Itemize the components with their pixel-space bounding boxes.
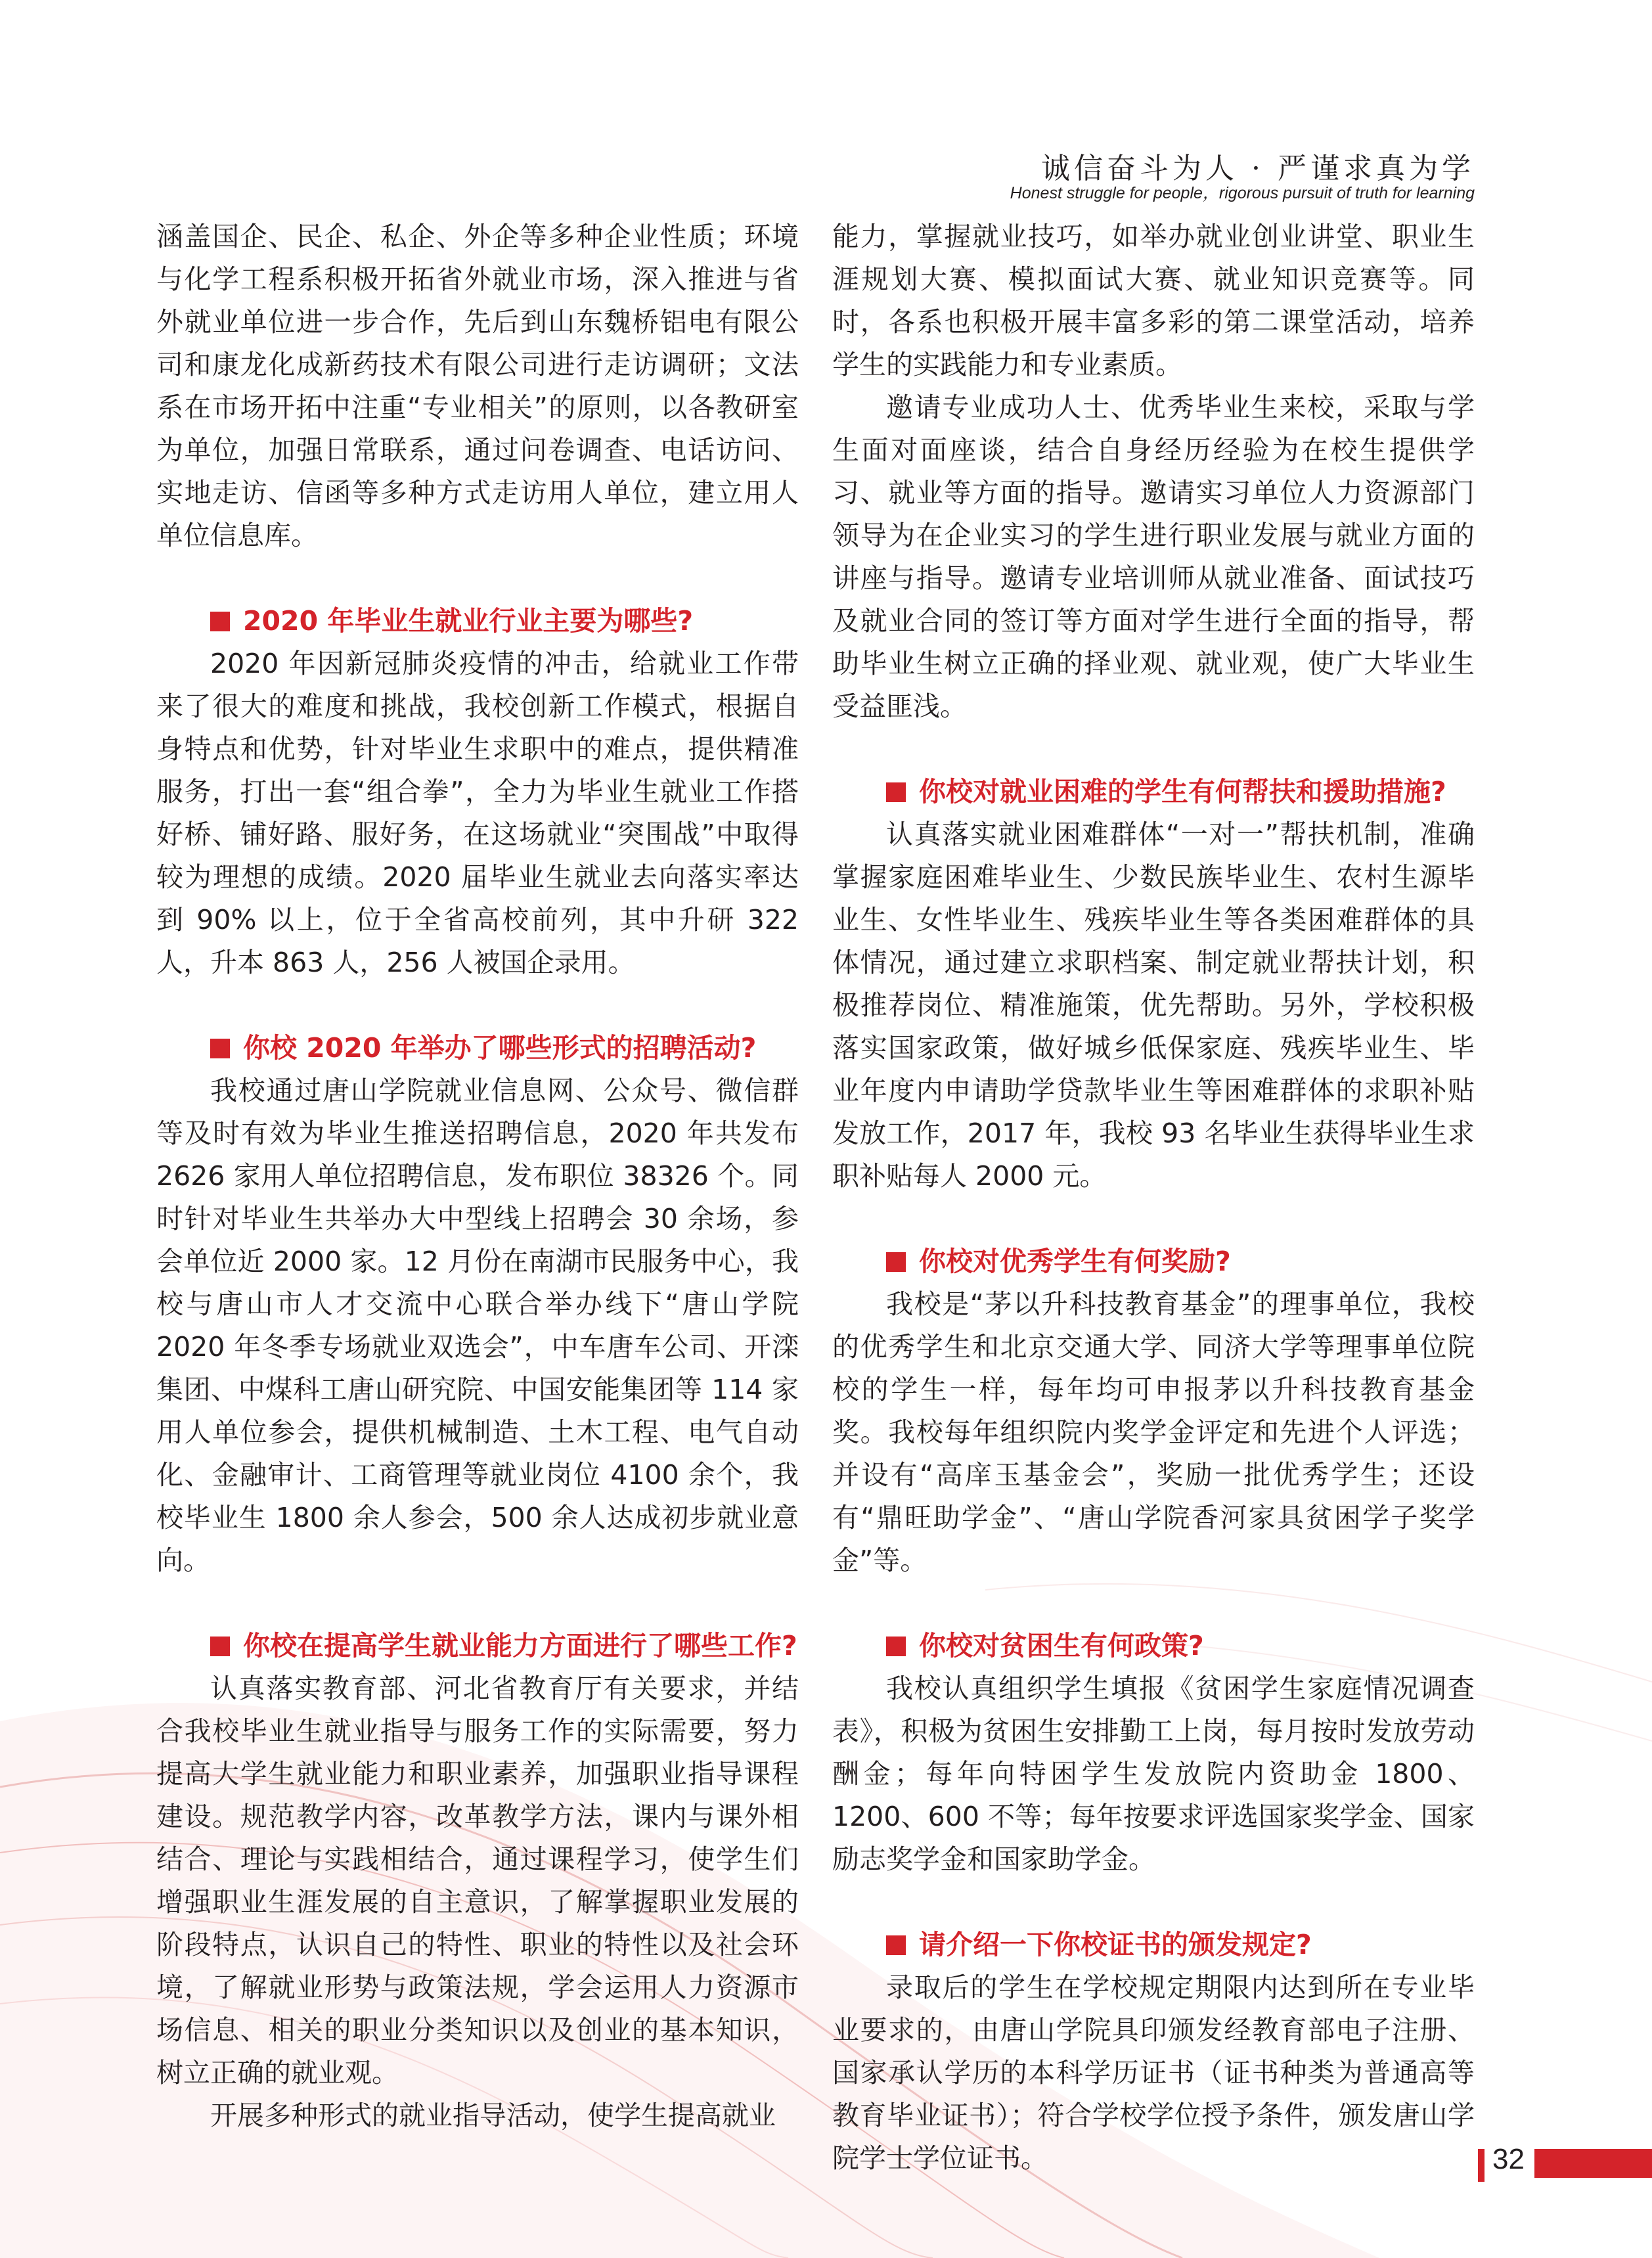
section-title bbox=[832, 1625, 1475, 1667]
section-title bbox=[832, 1924, 1475, 1966]
section-title-text: 你校对贫困生有何政策? bbox=[919, 1630, 1204, 1661]
paragraph: 认真落实就业困难群体“一对一”帮扶机制，准确掌握家庭困难毕业生、少数民族毕业生、农村生源毕业生、女性毕业生、残疾毕业生等各类困难群体的具体情况，通过建立求职档案、制定就业帮扶计划，积极推荐岗位、精准施策，优先帮助。另外，学校积极落实国家政策，做好城乡低保家庭、残疾毕业生、毕业年度内申请助学贷款毕业生等困难群体的求职补贴发放工作，2017 年，我校 93 名毕业生获得毕业生求职补贴每人 2000 元。 bbox=[832, 819, 1475, 1192]
bullet-square-icon bbox=[886, 782, 906, 802]
bullet-square-icon bbox=[886, 1935, 906, 1955]
paragraph: 2020 年因新冠肺炎疫情的冲击，给就业工作带来了很大的难度和挑战，我校创新工作模式，根据自身特点和优势，针对毕业生求职中的难点，提供精准服务，打出一套“组合拳”，全力为毕业生就业工作搭好桥、铺好路、服好务，在这场就业“突围战”中取得较为理想的成绩。2020 届毕业生就业去向落实率达到 90% 以上，位于全省高校前列，其中升研 322 人，升本 863 人，256 人被国企录用。 bbox=[156, 648, 799, 978]
bullet-square-icon bbox=[886, 1637, 906, 1656]
section-title-text: 你校对优秀学生有何奖励? bbox=[919, 1246, 1231, 1277]
paragraph: 我校是“茅以升科技教育基金”的理事单位，我校的优秀学生和北京交通大学、同济大学等理事单位院校的学生一样，每年均可申报茅以升科技教育基金奖。我校每年组织院内奖学金评定和先进个人评选；并设有“高庠玉基金会”，奖励一批优秀学生；还设有“鼎旺助学金”、“唐山学院香河家具贫困学子奖学金”等。 bbox=[832, 1288, 1475, 1576]
header-motto-english: Honest struggle for people，rigorous pursuit of truth for learning bbox=[1010, 184, 1475, 202]
section-title-text: 你校对就业困难的学生有何帮扶和援助措施? bbox=[919, 776, 1446, 807]
paragraph: 我校认真组织学生填报《贫困学生家庭情况调查表》，积极为贫困生安排勤工上岗，每月按时发放劳动酬金；每年向特困学生发放院内资助金 1800、1200、600 不等；每年按要求评选国家奖学金、国家励志奖学金和国家助学金。 bbox=[832, 1673, 1475, 1875]
section-title bbox=[832, 1240, 1475, 1283]
page-edge-stripe bbox=[1534, 2149, 1652, 2178]
spacer bbox=[832, 1881, 1475, 1924]
section-title-text: 2020 年毕业生就业行业主要为哪些? bbox=[243, 605, 694, 637]
spacer bbox=[156, 984, 799, 1027]
spacer bbox=[156, 557, 799, 600]
paragraph: 认真落实教育部、河北省教育厅有关要求，并结合我校毕业生就业指导与服务工作的实际需要，努力提高大学生就业能力和职业素养，加强职业指导课程建设。规范教学内容，改革教学方法，课内与课外相结合、理论与实践相结合，通过课程学习，使学生们增强职业生涯发展的自主意识，了解掌握职业发展的阶段特点，认识自己的特性、职业的特性以及社会环境，了解就业形势与政策法规，学会运用人力资源市场信息、相关的职业分类知识以及创业的基本知识，树立正确的就业观。 bbox=[156, 1673, 799, 2089]
paragraph: 开展多种形式的就业指导活动，使学生提高就业 bbox=[210, 2100, 776, 2131]
spacer bbox=[156, 1582, 799, 1625]
section-title bbox=[156, 600, 799, 643]
section-title bbox=[156, 1625, 799, 1667]
paragraph: 邀请专业成功人士、优秀毕业生来校，采取与学生面对面座谈，结合自身经历经验为在校生提供学习、就业等方面的指导。邀请实习单位人力资源部门领导为在企业实习的学生进行职业发展与就业方面的讲座与指导。邀请专业培训师从就业准备、面试技巧及就业合同的签订等方面对学生进行全面的指导，帮助毕业生树立正确的择业观、就业观，使广大毕业生受益匪浅。 bbox=[832, 392, 1475, 722]
paragraph: 能力，掌握就业技巧，如举办就业创业讲堂、职业生涯规划大赛、模拟面试大赛、就业知识竞赛等。同时，各系也积极开展丰富多彩的第二课堂活动，培养学生的实践能力和专业素质。 bbox=[832, 221, 1475, 380]
page-number-marker bbox=[1478, 2149, 1485, 2182]
spacer bbox=[832, 728, 1475, 771]
section-title bbox=[156, 1027, 799, 1070]
paragraph: 涵盖国企、民企、私企、外企等多种企业性质；环境与化学工程系积极开拓省外就业市场，深入推进与省外就业单位进一步合作，先后到山东魏桥铝电有限公司和康龙化成新药技术有限公司进行走访调研；文法系在市场开拓中注重“专业相关”的原则，以各教研室为单位，加强日常联系，通过问卷调查、电话访问、实地走访、信函等多种方式走访用人单位，建立用人单位信息库。 bbox=[156, 221, 799, 551]
section-title bbox=[832, 771, 1475, 813]
paragraph: 我校通过唐山学院就业信息网、公众号、微信群等及时有效为毕业生推送招聘信息，2020 年共发布 2626 家用人单位招聘信息，发布职位 38326 个。同时针对毕业生共举办大中型线上招聘会 30 余场，参会单位近 2000 家。12 月份在南湖市民服务中心，我校与唐山市人才交流中心联合举办线下“唐山学院 2020 年冬季专场就业双选会”，中车唐车公司、开滦集团、中煤科工唐山研究院、中国安能集团等 114 家用人单位参会，提供机械制造、土木工程、电气自动化、金融审计、工商管理等就业岗位 4100 余个，我校毕业生 1800 余人参会，500 余人达成初步就业意向。 bbox=[156, 1075, 799, 1576]
section-title-text: 你校在提高学生就业能力方面进行了哪些工作? bbox=[243, 1630, 797, 1661]
spacer bbox=[832, 1198, 1475, 1240]
section-title-text: 请介绍一下你校证书的颁发规定? bbox=[919, 1929, 1312, 1960]
section-title-text: 你校 2020 年举办了哪些形式的招聘活动? bbox=[243, 1032, 757, 1064]
page-number: 32 bbox=[1492, 2143, 1525, 2175]
left-column bbox=[156, 215, 799, 2137]
right-column bbox=[832, 215, 1475, 2180]
header-motto-chinese: 诚信奋斗为人 · 严谨求真为学 bbox=[1041, 152, 1475, 185]
bullet-square-icon bbox=[210, 612, 230, 631]
bullet-square-icon bbox=[210, 1637, 230, 1656]
spacer bbox=[832, 1582, 1475, 1625]
paragraph: 录取后的学生在学校规定期限内达到所在专业毕业要求的，由唐山学院具印颁发经教育部电子注册、国家承认学历的本科学历证书（证书种类为普通高等教育毕业证书）；符合学校学位授予条件，颁发唐山学院学士学位证书。 bbox=[832, 1972, 1475, 2174]
bullet-square-icon bbox=[210, 1039, 230, 1058]
bullet-square-icon bbox=[886, 1252, 906, 1272]
